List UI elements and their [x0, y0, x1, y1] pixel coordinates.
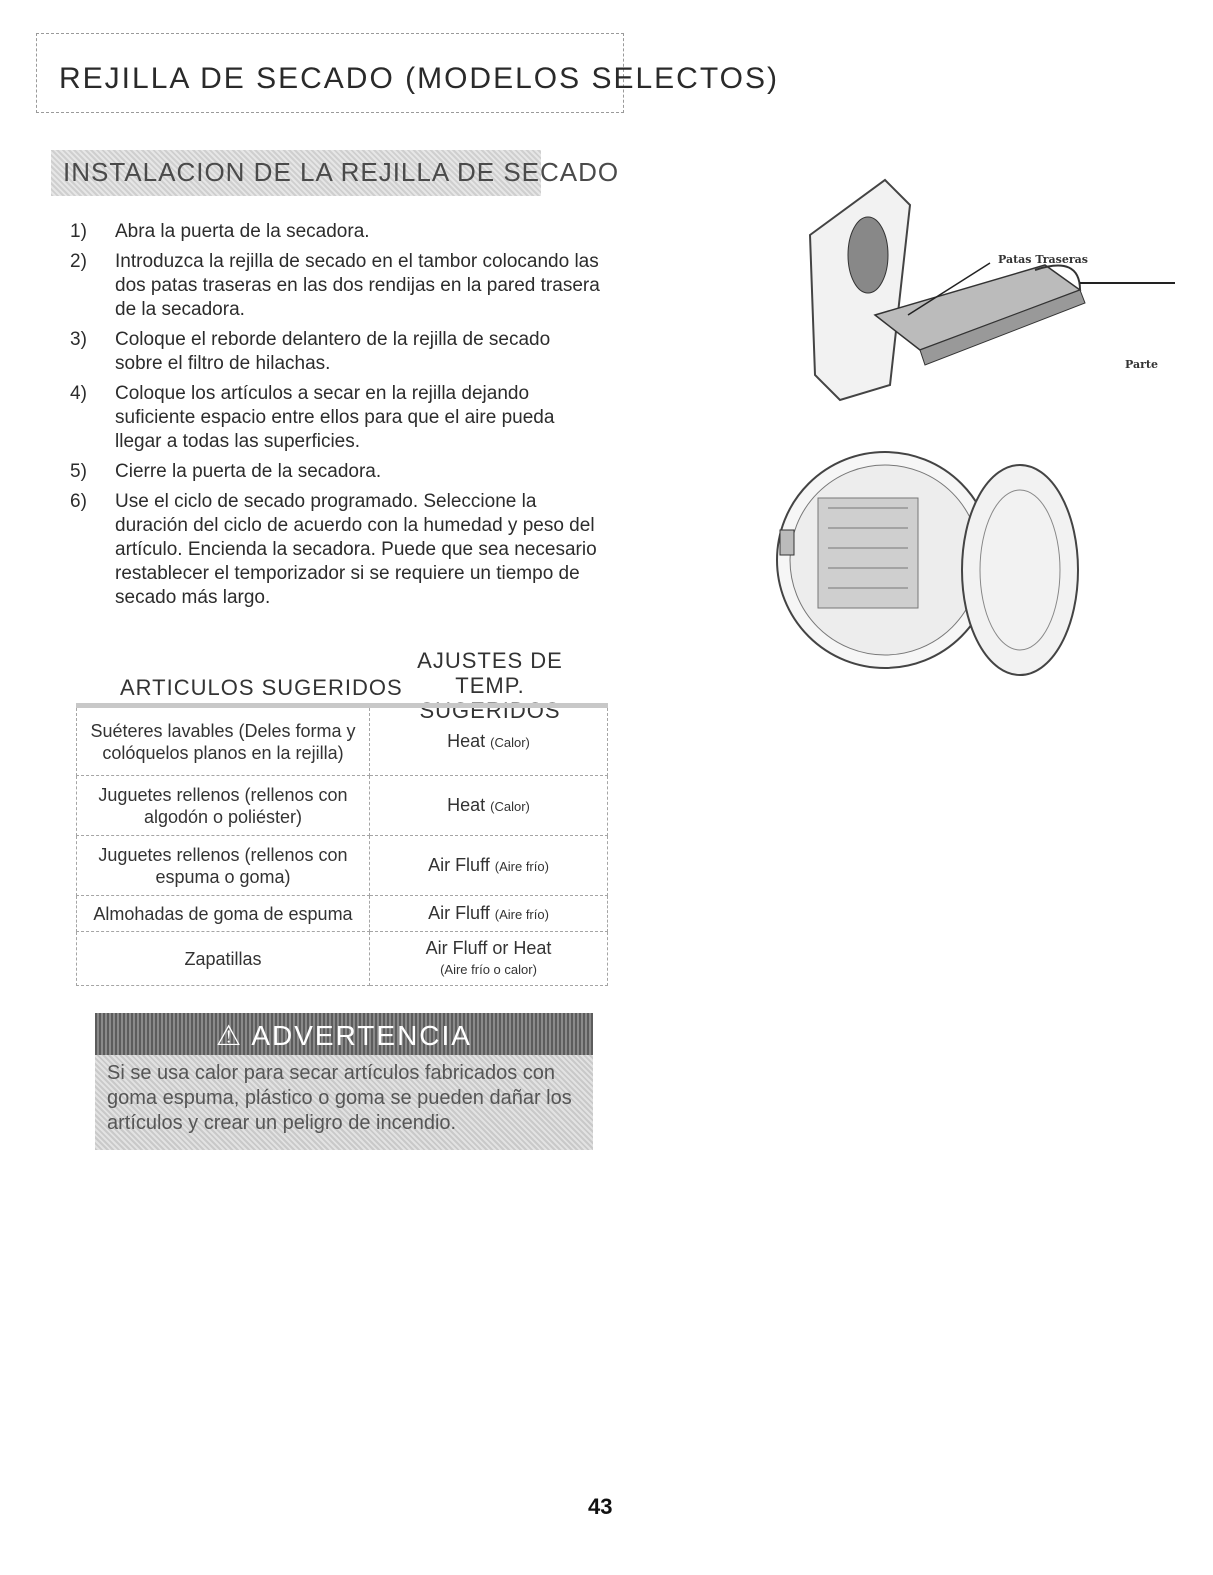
suggested-items-table: [76, 703, 608, 986]
step-text: Use el ciclo de secado programado. Seleccione la duración del ciclo de acuerdo con la humedad y peso del artículo. Encienda la secadora. Puede que sea necesario restablecer el temporizador si se requiere un tiempo de secado más largo.: [115, 491, 597, 608]
setting-value: Air Fluff: [428, 902, 490, 923]
dryer-front-graphic: [770, 450, 1100, 680]
setting-note: (Calor): [490, 798, 530, 814]
setting-cell: [370, 896, 608, 932]
setting-value: Heat: [447, 794, 486, 815]
setting-note: (Aire frío): [494, 906, 549, 922]
step-number: 6): [70, 491, 87, 512]
setting-cell: [370, 836, 608, 896]
setting-value: Air Fluff or Heat: [425, 937, 552, 958]
step-item: [70, 328, 600, 376]
step-item: [70, 460, 600, 484]
table-row: [77, 896, 608, 932]
step-text: Coloque los artículos a secar en la rejilla dejando suficiente espacio entre ellos para que el aire pueda llegar a todas las superficies.: [115, 383, 555, 452]
step-text: Abra la puerta de la secadora.: [115, 221, 370, 242]
table-row: [77, 776, 608, 836]
step-item: [70, 382, 600, 454]
setting-note: (Calor): [490, 734, 530, 750]
item-cell: Almohadas de goma de espuma: [77, 896, 370, 932]
table-row: [77, 836, 608, 896]
settings-header-line1: AJUSTES DE TEMP.: [417, 648, 563, 698]
setting-value: Air Fluff: [428, 854, 490, 875]
table-row: [77, 932, 608, 986]
page-number: 43: [588, 1494, 613, 1519]
section-header: [51, 150, 620, 196]
setting-value: Heat: [447, 730, 486, 751]
section-title: INSTALACION DE LA REJILLA DE SECADO: [63, 157, 620, 187]
rack-installed-illustration: [780, 175, 1200, 415]
step-text: Coloque el reborde delantero de la rejilla de secado sobre el filtro de hilachas.: [115, 329, 551, 374]
installation-steps: [70, 220, 600, 616]
rack-illustration-graphic: [780, 175, 1200, 415]
step-item: [70, 250, 600, 322]
table-headers: [100, 648, 620, 723]
front-label: Parte: [1125, 358, 1158, 371]
item-cell: Juguetes rellenos (rellenos con espuma o goma): [77, 836, 370, 896]
item-cell: Juguetes rellenos (rellenos con algodón o poliéster): [77, 776, 370, 836]
setting-note: (Aire frío): [494, 858, 549, 874]
step-number: 1): [70, 221, 87, 242]
step-item: [70, 490, 600, 610]
setting-cell: [370, 706, 608, 776]
title-box: [36, 33, 779, 113]
step-number: 3): [70, 329, 87, 350]
setting-cell: [370, 932, 608, 986]
step-item: [70, 220, 600, 244]
step-text: Introduzca la rejilla de secado en el tambor colocando las dos patas traseras en las dos rendijas en la pared trasera de la secadora.: [115, 251, 600, 320]
step-number: 4): [70, 383, 87, 404]
step-number: 2): [70, 251, 87, 272]
warning-box: [95, 1055, 593, 1150]
table-row: [77, 706, 608, 776]
step-number: 5): [70, 461, 87, 482]
dryer-front-illustration: [770, 450, 1100, 680]
items-column-header: ARTICULOS SUGERIDOS: [120, 675, 403, 700]
settings-header-line2: SUGERIDOS: [419, 698, 561, 723]
warning-header: [95, 1013, 593, 1055]
step-text: Cierre la puerta de la secadora.: [115, 461, 382, 482]
item-cell: Suéteres lavables (Deles forma y colóquelos planos en la rejilla): [77, 706, 370, 776]
setting-note: (Aire frío o calor): [440, 961, 537, 977]
warning-title: ⚠ ADVERTENCIA: [216, 1020, 472, 1051]
item-cell: Zapatillas: [77, 932, 370, 986]
rear-legs-label: Patas Traseras: [998, 253, 1088, 266]
setting-cell: [370, 776, 608, 836]
page-title: REJILLA DE SECADO (MODELOS SELECTOS): [59, 62, 779, 95]
warning-text: Si se usa calor para secar artículos fabricados con goma espuma, plástico o goma se pueden dañar los artículos y crear un peligro de incendio.: [107, 1062, 572, 1134]
